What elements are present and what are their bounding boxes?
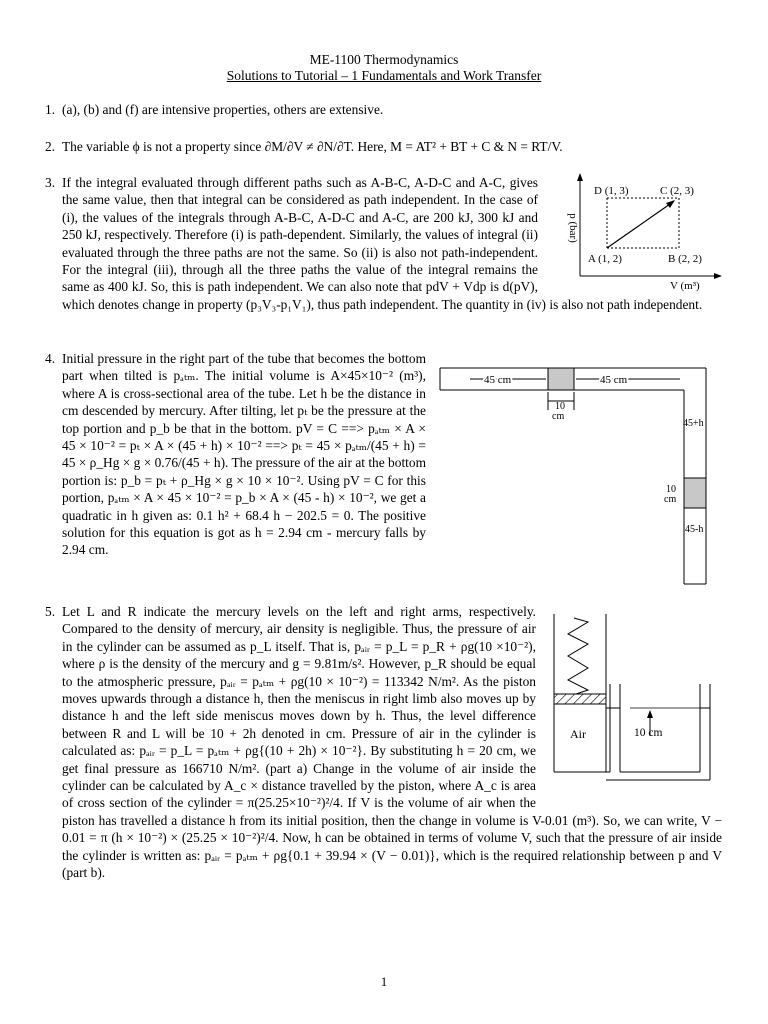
- cylinder-diagram: [546, 612, 718, 802]
- y-axis-label: p (bar): [567, 213, 579, 243]
- answer-text: (a), (b) and (f) are intensive properties, others are extensive.: [62, 102, 384, 117]
- left-length-label: 45 cm: [484, 374, 512, 386]
- course-title: ME-1100 Thermodynamics: [309, 52, 459, 67]
- point-B-label: B (2, 2): [668, 253, 702, 265]
- right-length-label: 45 cm: [600, 374, 628, 386]
- y-axis-arrow: [577, 173, 583, 181]
- point-A-label: A (1, 2): [588, 253, 622, 265]
- tube-diagram: [440, 360, 712, 590]
- answer-2: [45, 138, 722, 155]
- pv-diagram: [562, 170, 722, 294]
- item-number: 5.: [45, 604, 56, 619]
- vertical-slug-length: 10: [666, 484, 676, 495]
- spring-icon: [568, 618, 588, 694]
- x-axis-label: V (m³): [670, 280, 700, 292]
- answer-text: The variable ϕ is not a property since ∂M/∂V ≠ ∂N/∂T. Here, M = AT² + BT + C & N = RT/V.: [62, 139, 563, 154]
- piston: [554, 694, 606, 704]
- point-C-label: C (2, 3): [660, 185, 694, 197]
- answer-text: Let L and R indicate the mercury levels on the left and right arms, respectively. Compared to the density of mercury, air density is negligible. Thus, the pressure of air in the cylinder can be assumed as p_L itself. That is, pₐᵢᵣ = p_L = p_R + ρg(10 ×10⁻²), where ρ is the density of the mercury and g = 9.81m/s². However, p_R should be equal to the atmospheric pressure, pₐᵢᵣ = pₐₜₘ + ρg(10 × 10⁻²) = 113342 N/m². As the piston moves upwards through a distance h, then the meniscus in right limb also moves up by distance h and the left side meniscus moves down by h. Thus, the level difference between R and L will be 10 + 2h denoted in cm. Pressure of air in the cylinder is calculated as: pₐᵢᵣ = p_L = pₐₜₘ + ρg{(10 + 2h) × 10⁻²}. By substituting h = 20 cm, we get final pressure as 166710 N/m². (part a) Change in the volume of air inside the cylinder can be calculated by A_c × distance travelled by the piston, where A_c is area of cross section of the cylinder = π(25.25×10⁻²)²/4. If V is the volume of air when the piston has travelled a distance h from its initial position, then the change in volume is V-0.01 (m³). So, we can write, V − 0.01 = π (h × 10⁻²) × (25.25 × 10⁻²)²/4. Now, h can be obtained in terms of volume V, such that the pressure of air inside the cylinder is written as: pₐᵢᵣ = pₐₜₘ + ρg{0.1 + 39.94 × (V − 0.01)}, which is the required relationship between p and V (part b).: [62, 604, 722, 881]
- answer-text: If the integral evaluated through different paths such as A-B-C, A-D-C and A-C, gives the same value, then that integral can be considered as path independent. In the case of (i), the values of the integrals through A-B-C, A-D-C and A-C, are 200 kJ, 300 kJ and 250 kJ, respectively. Therefore (i) is path-dependent. Similarly, the values of integral (ii) evaluated through the three paths are not the same. So (ii) is also not path-independent. For the integral (iii), through all the three paths the value of the integral remains the same as 400 kJ. So, this is path independent. We can also note that pdV + Vdp is d(pV), which denotes change in property (p₃V₃-p₁V₁), thus path independent. The quantity in (iv) is also not path independent.: [62, 175, 703, 312]
- path-A-C: [607, 204, 670, 248]
- level-diff-label: 10 cm: [634, 727, 663, 739]
- bottom-portion-label: 45-h: [685, 524, 704, 535]
- mercury-slug-horizontal: [548, 368, 574, 390]
- x-axis-arrow: [714, 273, 722, 279]
- air-label: Air: [570, 727, 586, 741]
- item-number: 4.: [45, 351, 56, 366]
- slug-unit-label: cm: [552, 411, 565, 422]
- mercury-slug-vertical: [684, 478, 706, 508]
- slug-length-label: 10: [555, 401, 565, 412]
- point-D-label: D (1, 3): [594, 185, 629, 197]
- answer-text: Initial pressure in the right part of the tube that becomes the bottom part when tilted is pₐₜₘ. The initial volume is A×45×10⁻² (m³), where A is cross-sectional area of the tube. Let h be the distance in cm descended by mercury. After tilting, let pₜ be the pressure at the top portion and p_b be that in the bottom. pV = C ==> pₐₜₘ × A × 45 × 10⁻² = pₜ × A × (45 + h) × 10⁻² ==> pₜ = 45 × pₐₜₘ/(45 + h) = 45 × ρ_Hg × g × 0.76/(45 + h). The pressure of the air at the bottom portion is: p_b = pₜ + ρ_Hg × g × 10 × 10⁻². Using pV = C for this portion, pₐₜₘ × A × 45 × 10⁻² = p_b × A × (45 - h) × 10⁻², we get a quadratic in h given as: 0.1 h² + 68.4 h − 202.5 = 0. The positive solution for this equation is got as h = 2.94 cm - mercury falls by 2.94 cm.: [62, 351, 426, 558]
- page-subtitle: Solutions to Tutorial – 1 Fundamentals and Work Transfer: [226, 68, 542, 83]
- top-portion-label: 45+h: [683, 418, 704, 429]
- answer-1: [45, 101, 722, 118]
- vertical-slug-unit: cm: [664, 494, 677, 505]
- item-number: 3.: [45, 175, 56, 190]
- page-number: 1: [380, 974, 388, 989]
- item-number: 2.: [45, 139, 56, 154]
- path-A-C-arrow: [666, 200, 675, 208]
- level-dim-arrow: [647, 710, 653, 718]
- answer-4: [45, 350, 426, 559]
- item-number: 1.: [45, 102, 56, 117]
